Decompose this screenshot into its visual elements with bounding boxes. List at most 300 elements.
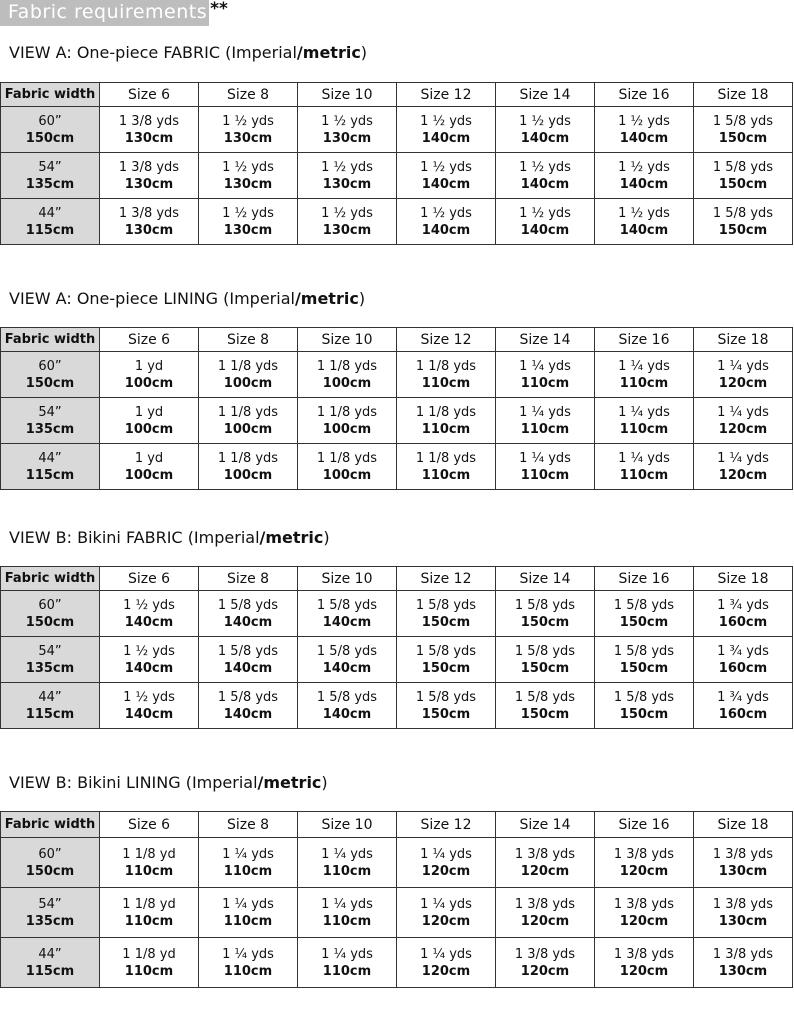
requirement-cell bbox=[100, 938, 199, 988]
requirement-metric: 120cm bbox=[421, 863, 471, 879]
fabric-width-cell bbox=[1, 683, 100, 729]
requirement-metric: 130cm bbox=[223, 222, 273, 238]
requirement-cell bbox=[496, 591, 595, 637]
requirement-imperial: 1 ½ yds bbox=[420, 205, 472, 221]
fabric-width-cell bbox=[1, 888, 100, 938]
table-header-row bbox=[1, 328, 793, 352]
requirement-metric: 130cm bbox=[322, 130, 372, 146]
requirement-cell bbox=[595, 683, 694, 729]
requirement-imperial: 1 5/8 yds bbox=[217, 689, 279, 705]
requirement-imperial: 1 3/8 yds bbox=[613, 896, 675, 912]
section-title-metric: /metric bbox=[294, 289, 359, 308]
fabric-width-imperial: 60” bbox=[38, 113, 62, 129]
size-header: Size 6 bbox=[100, 83, 199, 107]
requirement-metric: 120cm bbox=[718, 375, 768, 391]
fabric-width-cell bbox=[1, 199, 100, 245]
requirement-metric: 110cm bbox=[421, 421, 471, 437]
requirement-cell bbox=[595, 398, 694, 444]
table-row bbox=[1, 199, 793, 245]
fabric-width-imperial: 54” bbox=[38, 404, 62, 420]
requirement-imperial: 1 ½ yds bbox=[420, 113, 472, 129]
requirement-metric: 140cm bbox=[124, 660, 174, 676]
fabric-width-metric: 135cm bbox=[25, 421, 75, 437]
requirement-cell bbox=[100, 199, 199, 245]
requirement-metric: 130cm bbox=[718, 963, 768, 979]
requirement-imperial: 1 ½ yds bbox=[123, 643, 175, 659]
requirement-cell bbox=[100, 683, 199, 729]
requirement-metric: 100cm bbox=[322, 421, 372, 437]
requirement-metric: 140cm bbox=[322, 614, 372, 630]
requirement-metric: 110cm bbox=[124, 963, 174, 979]
requirement-cell bbox=[397, 938, 496, 988]
requirement-metric: 100cm bbox=[322, 375, 372, 391]
fabric-width-cell bbox=[1, 838, 100, 888]
requirement-cell bbox=[694, 153, 793, 199]
requirement-imperial: 1 3/8 yds bbox=[118, 113, 180, 129]
requirement-imperial: 1 5/8 yds bbox=[217, 643, 279, 659]
requirement-metric: 110cm bbox=[619, 375, 669, 391]
requirement-metric: 120cm bbox=[718, 421, 768, 437]
requirement-imperial: 1 1/8 yds bbox=[415, 450, 477, 466]
requirement-imperial: 1 5/8 yds bbox=[415, 597, 477, 613]
requirement-imperial: 1 ¼ yds bbox=[420, 846, 472, 862]
requirement-imperial: 1 ¼ yds bbox=[519, 358, 571, 374]
requirement-metric: 150cm bbox=[421, 660, 471, 676]
requirement-imperial: 1 1/8 yds bbox=[217, 450, 279, 466]
table-row bbox=[1, 888, 793, 938]
requirement-imperial: 1 5/8 yds bbox=[613, 643, 675, 659]
fabric-width-cell bbox=[1, 938, 100, 988]
requirement-imperial: 1 1/8 yds bbox=[415, 358, 477, 374]
table-header-row bbox=[1, 83, 793, 107]
requirement-imperial: 1 5/8 yds bbox=[316, 597, 378, 613]
fabric-width-cell bbox=[1, 352, 100, 398]
requirement-metric: 140cm bbox=[619, 176, 669, 192]
requirement-cell bbox=[100, 107, 199, 153]
requirement-imperial: 1 ¼ yds bbox=[222, 946, 274, 962]
fabric-width-metric: 150cm bbox=[25, 863, 75, 879]
section-title-imperial: VIEW B: Bikini LINING (Imperial bbox=[9, 773, 258, 792]
requirement-metric: 150cm bbox=[718, 130, 768, 146]
requirement-cell bbox=[298, 153, 397, 199]
table-row bbox=[1, 591, 793, 637]
section-title-imperial: VIEW A: One-piece LINING (Imperial bbox=[9, 289, 295, 308]
requirement-imperial: 1 ½ yds bbox=[222, 205, 274, 221]
fabric-width-imperial: 44” bbox=[38, 450, 62, 466]
requirement-cell bbox=[496, 153, 595, 199]
heading-suffix: ** bbox=[210, 0, 228, 19]
table-row bbox=[1, 352, 793, 398]
requirement-cell bbox=[100, 352, 199, 398]
requirement-imperial: 1 1/8 yds bbox=[217, 358, 279, 374]
table-row bbox=[1, 838, 793, 888]
size-header: Size 6 bbox=[100, 567, 199, 591]
requirement-imperial: 1 1/8 yds bbox=[316, 358, 378, 374]
requirement-metric: 100cm bbox=[223, 375, 273, 391]
requirement-imperial: 1 ½ yds bbox=[222, 113, 274, 129]
fabric-width-metric: 135cm bbox=[25, 176, 75, 192]
fabric-width-metric: 150cm bbox=[25, 375, 75, 391]
section-title-metric: /metric bbox=[296, 43, 361, 62]
requirement-cell bbox=[694, 352, 793, 398]
size-header: Size 8 bbox=[199, 83, 298, 107]
requirement-cell bbox=[496, 398, 595, 444]
requirement-imperial: 1 ¼ yds bbox=[321, 946, 373, 962]
requirement-metric: 130cm bbox=[322, 222, 372, 238]
requirement-metric: 120cm bbox=[619, 863, 669, 879]
table-header-row bbox=[1, 812, 793, 838]
fabric-width-imperial: 54” bbox=[38, 896, 62, 912]
requirement-imperial: 1 1/8 yd bbox=[122, 946, 176, 962]
section-title bbox=[9, 289, 365, 309]
requirement-metric: 110cm bbox=[520, 375, 570, 391]
requirement-cell bbox=[298, 107, 397, 153]
requirement-cell bbox=[199, 398, 298, 444]
page-heading bbox=[0, 0, 228, 26]
requirement-cell bbox=[694, 938, 793, 988]
requirement-cell bbox=[496, 107, 595, 153]
section-title-close: ) bbox=[360, 43, 368, 62]
size-header: Size 14 bbox=[496, 812, 595, 838]
requirement-metric: 100cm bbox=[322, 467, 372, 483]
requirement-cell bbox=[694, 591, 793, 637]
fabric-width-cell bbox=[1, 591, 100, 637]
requirement-cell bbox=[397, 637, 496, 683]
requirement-metric: 140cm bbox=[520, 176, 570, 192]
requirement-imperial: 1 ½ yds bbox=[519, 159, 571, 175]
requirement-metric: 130cm bbox=[718, 913, 768, 929]
section-title bbox=[9, 528, 330, 548]
fabric-width-header: Fabric width bbox=[1, 328, 100, 352]
requirement-imperial: 1 3/8 yds bbox=[514, 946, 576, 962]
requirement-cell bbox=[199, 683, 298, 729]
requirement-metric: 140cm bbox=[322, 706, 372, 722]
requirement-metric: 120cm bbox=[619, 913, 669, 929]
requirement-metric: 140cm bbox=[124, 614, 174, 630]
requirement-cell bbox=[496, 199, 595, 245]
requirement-cell bbox=[595, 838, 694, 888]
requirement-cell bbox=[199, 444, 298, 490]
requirement-imperial: 1 ¼ yds bbox=[717, 450, 769, 466]
requirement-cell bbox=[397, 591, 496, 637]
requirement-cell bbox=[595, 153, 694, 199]
requirement-imperial: 1 3/8 yds bbox=[613, 846, 675, 862]
fabric-width-header: Fabric width bbox=[1, 83, 100, 107]
requirement-cell bbox=[298, 938, 397, 988]
requirement-imperial: 1 5/8 yds bbox=[613, 597, 675, 613]
requirement-cell bbox=[496, 352, 595, 398]
requirement-metric: 160cm bbox=[718, 706, 768, 722]
section-title-close: ) bbox=[358, 289, 366, 308]
requirement-imperial: 1 ½ yds bbox=[123, 597, 175, 613]
requirement-metric: 140cm bbox=[421, 130, 471, 146]
requirement-imperial: 1 ½ yds bbox=[618, 159, 670, 175]
size-header: Size 10 bbox=[298, 567, 397, 591]
fabric-width-cell bbox=[1, 444, 100, 490]
requirement-metric: 150cm bbox=[619, 660, 669, 676]
requirement-metric: 140cm bbox=[322, 660, 372, 676]
size-header: Size 10 bbox=[298, 328, 397, 352]
requirement-metric: 110cm bbox=[520, 421, 570, 437]
size-header: Size 10 bbox=[298, 83, 397, 107]
size-header: Size 12 bbox=[397, 328, 496, 352]
requirement-imperial: 1 ¼ yds bbox=[717, 404, 769, 420]
requirement-imperial: 1 ½ yds bbox=[321, 205, 373, 221]
requirement-metric: 120cm bbox=[421, 913, 471, 929]
size-header: Size 16 bbox=[595, 328, 694, 352]
fabric-width-cell bbox=[1, 107, 100, 153]
requirement-metric: 130cm bbox=[124, 222, 174, 238]
fabric-width-metric: 135cm bbox=[25, 660, 75, 676]
requirement-imperial: 1 3/8 yds bbox=[514, 846, 576, 862]
size-header: Size 12 bbox=[397, 812, 496, 838]
requirement-imperial: 1 ¼ yds bbox=[222, 896, 274, 912]
requirement-imperial: 1 5/8 yds bbox=[514, 643, 576, 659]
section-title-close: ) bbox=[323, 528, 330, 547]
requirement-imperial: 1 ¼ yds bbox=[420, 896, 472, 912]
requirement-imperial: 1 ¼ yds bbox=[618, 358, 670, 374]
requirement-metric: 130cm bbox=[223, 130, 273, 146]
table-row bbox=[1, 444, 793, 490]
requirement-imperial: 1 3/8 yds bbox=[514, 896, 576, 912]
size-header: Size 6 bbox=[100, 812, 199, 838]
requirement-imperial: 1 ¾ yds bbox=[717, 689, 769, 705]
requirement-cell bbox=[694, 683, 793, 729]
table-header-row bbox=[1, 567, 793, 591]
requirement-metric: 140cm bbox=[421, 176, 471, 192]
requirement-metric: 110cm bbox=[322, 913, 372, 929]
requirement-metric: 110cm bbox=[124, 863, 174, 879]
requirement-imperial: 1 1/8 yds bbox=[316, 450, 378, 466]
requirement-metric: 100cm bbox=[124, 421, 174, 437]
requirement-metric: 140cm bbox=[223, 614, 273, 630]
requirement-cell bbox=[694, 637, 793, 683]
section-title-metric: /metric bbox=[259, 528, 324, 547]
requirement-cell bbox=[694, 888, 793, 938]
requirement-metric: 130cm bbox=[322, 176, 372, 192]
requirement-metric: 140cm bbox=[223, 706, 273, 722]
requirement-cell bbox=[199, 591, 298, 637]
fabric-width-header: Fabric width bbox=[1, 812, 100, 838]
requirement-cell bbox=[298, 591, 397, 637]
requirement-imperial: 1 ¼ yds bbox=[321, 896, 373, 912]
size-header: Size 12 bbox=[397, 567, 496, 591]
requirement-cell bbox=[397, 398, 496, 444]
table-row bbox=[1, 683, 793, 729]
requirement-cell bbox=[100, 888, 199, 938]
requirement-cell bbox=[397, 838, 496, 888]
requirement-cell bbox=[100, 838, 199, 888]
requirements-table bbox=[0, 82, 793, 245]
requirement-cell bbox=[298, 888, 397, 938]
heading-text: Fabric requirements bbox=[0, 0, 209, 26]
fabric-width-imperial: 60” bbox=[38, 846, 62, 862]
requirement-metric: 120cm bbox=[421, 963, 471, 979]
fabric-width-cell bbox=[1, 153, 100, 199]
requirement-metric: 100cm bbox=[223, 421, 273, 437]
requirement-cell bbox=[694, 398, 793, 444]
fabric-width-header: Fabric width bbox=[1, 567, 100, 591]
requirement-cell bbox=[199, 838, 298, 888]
requirement-imperial: 1 ¾ yds bbox=[717, 597, 769, 613]
requirements-table bbox=[0, 566, 793, 729]
requirement-imperial: 1 1/8 yds bbox=[316, 404, 378, 420]
requirement-cell bbox=[496, 938, 595, 988]
requirement-cell bbox=[397, 444, 496, 490]
requirement-imperial: 1 yd bbox=[134, 358, 164, 374]
fabric-width-imperial: 44” bbox=[38, 689, 62, 705]
requirement-cell bbox=[496, 444, 595, 490]
size-header: Size 6 bbox=[100, 328, 199, 352]
requirement-metric: 150cm bbox=[718, 222, 768, 238]
fabric-width-cell bbox=[1, 637, 100, 683]
requirement-imperial: 1 5/8 yds bbox=[712, 159, 774, 175]
requirement-cell bbox=[100, 398, 199, 444]
requirement-imperial: 1 5/8 yds bbox=[217, 597, 279, 613]
requirement-imperial: 1 5/8 yds bbox=[514, 597, 576, 613]
requirement-imperial: 1 5/8 yds bbox=[712, 113, 774, 129]
requirement-cell bbox=[298, 683, 397, 729]
table-row bbox=[1, 153, 793, 199]
size-header: Size 14 bbox=[496, 567, 595, 591]
requirement-metric: 150cm bbox=[520, 614, 570, 630]
requirement-cell bbox=[694, 838, 793, 888]
section-title-close: ) bbox=[321, 773, 328, 792]
requirement-metric: 130cm bbox=[223, 176, 273, 192]
requirement-metric: 130cm bbox=[718, 863, 768, 879]
section-title-metric: /metric bbox=[257, 773, 322, 792]
size-header: Size 18 bbox=[694, 812, 793, 838]
requirement-imperial: 1 ½ yds bbox=[519, 113, 571, 129]
fabric-width-imperial: 54” bbox=[38, 643, 62, 659]
fabric-width-imperial: 44” bbox=[38, 205, 62, 221]
section-title bbox=[9, 773, 328, 793]
requirement-metric: 150cm bbox=[619, 614, 669, 630]
requirement-imperial: 1 3/8 yds bbox=[712, 896, 774, 912]
size-header: Size 16 bbox=[595, 812, 694, 838]
requirement-metric: 120cm bbox=[520, 913, 570, 929]
table-row bbox=[1, 637, 793, 683]
requirement-imperial: 1 ½ yds bbox=[618, 205, 670, 221]
requirement-imperial: 1 ½ yds bbox=[321, 113, 373, 129]
requirement-metric: 140cm bbox=[223, 660, 273, 676]
requirement-cell bbox=[694, 107, 793, 153]
requirement-metric: 110cm bbox=[520, 467, 570, 483]
requirement-cell bbox=[496, 683, 595, 729]
requirement-cell bbox=[199, 637, 298, 683]
requirement-imperial: 1 1/8 yd bbox=[122, 896, 176, 912]
requirement-metric: 120cm bbox=[520, 963, 570, 979]
section-title bbox=[9, 43, 367, 63]
requirement-imperial: 1 3/8 yds bbox=[613, 946, 675, 962]
size-header: Size 18 bbox=[694, 567, 793, 591]
fabric-width-metric: 135cm bbox=[25, 913, 75, 929]
requirement-imperial: 1 yd bbox=[134, 450, 164, 466]
size-header: Size 12 bbox=[397, 83, 496, 107]
requirement-imperial: 1 3/8 yds bbox=[118, 159, 180, 175]
requirement-cell bbox=[298, 637, 397, 683]
requirement-imperial: 1 ½ yds bbox=[222, 159, 274, 175]
requirement-metric: 140cm bbox=[124, 706, 174, 722]
requirement-imperial: 1 ¼ yds bbox=[717, 358, 769, 374]
fabric-width-metric: 115cm bbox=[25, 467, 75, 483]
requirement-cell bbox=[496, 637, 595, 683]
requirements-table bbox=[0, 327, 793, 490]
requirement-metric: 110cm bbox=[124, 913, 174, 929]
requirement-cell bbox=[100, 153, 199, 199]
requirement-cell bbox=[694, 444, 793, 490]
requirements-table bbox=[0, 811, 793, 988]
requirement-imperial: 1 5/8 yds bbox=[415, 689, 477, 705]
requirement-cell bbox=[100, 637, 199, 683]
requirement-imperial: 1 5/8 yds bbox=[316, 643, 378, 659]
size-header: Size 18 bbox=[694, 83, 793, 107]
requirement-metric: 150cm bbox=[619, 706, 669, 722]
size-header: Size 14 bbox=[496, 83, 595, 107]
requirement-cell bbox=[694, 199, 793, 245]
requirement-imperial: 1 3/8 yds bbox=[712, 946, 774, 962]
requirement-metric: 120cm bbox=[718, 467, 768, 483]
fabric-width-metric: 115cm bbox=[25, 706, 75, 722]
requirement-imperial: 1 1/8 yds bbox=[217, 404, 279, 420]
requirement-metric: 140cm bbox=[520, 130, 570, 146]
size-header: Size 8 bbox=[199, 812, 298, 838]
requirement-cell bbox=[496, 838, 595, 888]
requirement-metric: 150cm bbox=[421, 614, 471, 630]
requirement-metric: 110cm bbox=[619, 467, 669, 483]
requirement-cell bbox=[595, 444, 694, 490]
requirement-cell bbox=[595, 637, 694, 683]
requirement-imperial: 1 ½ yds bbox=[618, 113, 670, 129]
requirement-cell bbox=[199, 199, 298, 245]
requirement-imperial: 1 ½ yds bbox=[321, 159, 373, 175]
section-title-imperial: VIEW A: One-piece FABRIC (Imperial bbox=[9, 43, 297, 62]
fabric-width-metric: 115cm bbox=[25, 963, 75, 979]
requirement-metric: 160cm bbox=[718, 614, 768, 630]
size-header: Size 8 bbox=[199, 567, 298, 591]
requirement-metric: 150cm bbox=[718, 176, 768, 192]
requirement-metric: 110cm bbox=[421, 467, 471, 483]
requirement-imperial: 1 ¼ yds bbox=[420, 946, 472, 962]
requirement-cell bbox=[199, 938, 298, 988]
requirement-cell bbox=[595, 352, 694, 398]
requirement-cell bbox=[298, 199, 397, 245]
requirement-metric: 120cm bbox=[619, 963, 669, 979]
requirement-cell bbox=[595, 199, 694, 245]
requirement-metric: 110cm bbox=[223, 963, 273, 979]
size-header: Size 14 bbox=[496, 328, 595, 352]
requirement-imperial: 1 ¼ yds bbox=[519, 404, 571, 420]
requirement-metric: 120cm bbox=[520, 863, 570, 879]
requirement-metric: 150cm bbox=[421, 706, 471, 722]
requirement-cell bbox=[595, 938, 694, 988]
section-title-imperial: VIEW B: Bikini FABRIC (Imperial bbox=[9, 528, 260, 547]
requirement-cell bbox=[397, 352, 496, 398]
requirement-metric: 110cm bbox=[223, 913, 273, 929]
requirement-metric: 110cm bbox=[322, 963, 372, 979]
size-header: Size 16 bbox=[595, 567, 694, 591]
requirement-cell bbox=[199, 153, 298, 199]
requirement-imperial: 1 ¼ yds bbox=[618, 404, 670, 420]
requirement-metric: 150cm bbox=[520, 706, 570, 722]
requirement-metric: 110cm bbox=[223, 863, 273, 879]
size-header: Size 10 bbox=[298, 812, 397, 838]
requirement-metric: 140cm bbox=[421, 222, 471, 238]
requirement-imperial: 1 5/8 yds bbox=[613, 689, 675, 705]
requirement-metric: 100cm bbox=[124, 467, 174, 483]
requirement-imperial: 1 ½ yds bbox=[519, 205, 571, 221]
requirement-cell bbox=[298, 398, 397, 444]
